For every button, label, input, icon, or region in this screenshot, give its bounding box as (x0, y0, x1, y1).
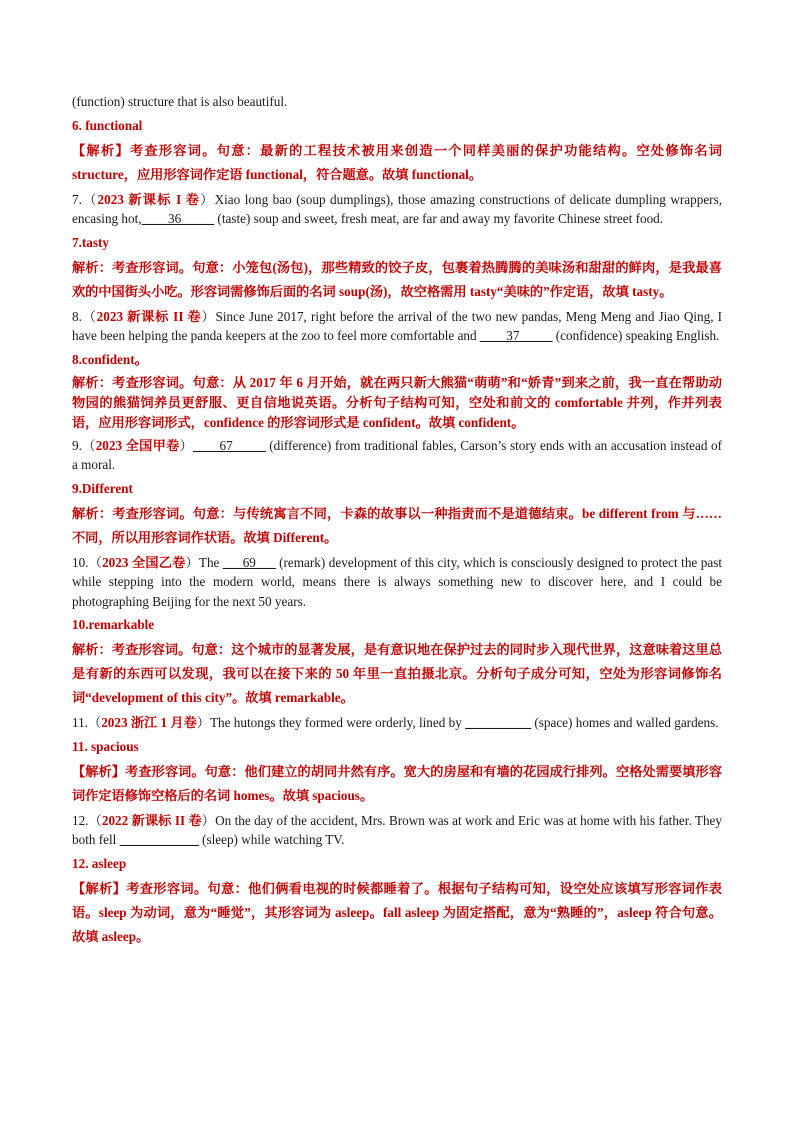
question-segment: ）Since June 2017, right before the arrival of the two new pandas, Meng Meng and Jiao Qing, I have been helping the panda keepers at the zoo to feel more comfortable and (72, 308, 722, 343)
question-segment: (remark) development of this city, which is consciously designed to protect the past while stepping into the modern world, means there is always something new to discover here, and I could be photographing Beijing for the next 50 years. (72, 554, 723, 609)
question-text (72, 307, 722, 346)
answer-blank: ____37_____ (479, 328, 553, 343)
question-source: 2023 新课标 II 卷 (96, 308, 202, 324)
analysis-text: 【解析】考查形容词。句意：他们建立的胡同井然有序。宽大的房屋和有墙的花园成行排列。空格处需要填形容词作定语修饰空格后的名词 homes。故填 spacious。 (72, 763, 722, 803)
question-segment: 10.（ (72, 554, 103, 570)
question-segment: 12.（ (72, 812, 102, 828)
answer-blank: ____________ (119, 832, 199, 847)
question-segment: (sleep) while watching TV. (198, 832, 345, 847)
analysis-text: 【解析】考查形容词。句意：最新的工程技术被用来创造一个同样美丽的保护功能结构。空处修饰名词 structure，应用形容词作定语 functional，符合题意。故填 functional。 (72, 142, 722, 182)
question-text (72, 436, 722, 475)
answer-blank: __________ (465, 715, 532, 730)
question-text (72, 553, 722, 612)
question-segment: (difference) from traditional fables, Carson’s story ends with an accusation instead of a moral. (72, 437, 723, 472)
question-source: 2023 浙江 1 月卷 (101, 715, 197, 730)
answer-blank: ____67_____ (193, 437, 266, 453)
answer-line: 12. asleep (72, 855, 127, 871)
answer-line: 7.tasty (72, 234, 109, 250)
question-segment: (taste) soup and sweet, fresh meat, are far and away my favorite Chinese street food. (214, 211, 664, 226)
question-segment: (function) structure that is also beautiful. (72, 94, 288, 109)
question-text (72, 190, 722, 229)
question-text (72, 92, 722, 112)
answer-line: 9.Different (72, 480, 133, 496)
answer-line: 6. functional (72, 117, 143, 133)
analysis-text: 【解析】考查形容词。句意：他们俩看电视的时候都睡着了。根据句子结构可知，设空处应该填写形容词作表语。sleep 为动词，意为“睡觉”，其形容词为 asleep。fall asleep 为固定搭配，意为“熟睡的”，asleep 符合句意。故填 asleep。 (72, 880, 722, 944)
answer-line: 11. spacious (72, 738, 139, 754)
question-segment: 8.（ (72, 308, 97, 324)
question-text (72, 713, 722, 733)
question-source: 2023 全国乙卷 (102, 554, 186, 570)
question-segment: (confidence) speaking English. (552, 328, 720, 343)
question-segment: 11.（ (72, 715, 102, 730)
analysis-text: 解析：考查形容词。句意：小笼包(汤包)，那些精致的饺子皮，包裹着热腾腾的美味汤和甜甜的鲜肉，是我最喜欢的中国街头小吃。形容词需修饰后面的名词 soup(汤)，故空格需用 tasty“美味的”作定语，故填 tasty。 (72, 259, 722, 299)
answer-line: 10.remarkable (72, 617, 155, 632)
question-text (72, 811, 722, 850)
question-source: 2022 新课标 II 卷 (101, 812, 202, 828)
answer-blank: ___69___ (222, 554, 276, 570)
question-segment: ） (179, 437, 194, 453)
question-source: 2023 新课标 I 卷 (97, 191, 201, 207)
question-segment: ）On the day of the accident, Mrs. Brown was at work and Eric was at home with his father. They both fell (72, 812, 722, 847)
question-segment: 9.（ (72, 437, 96, 453)
analysis-text: 解析：考查形容词。句意：这个城市的显著发展，是有意识地在保护过去的同时步入现代世界，这意味着这里总是有新的东西可以发现，我可以在接下来的 50 年里一直拍摄北京。分析句子成分可知，空处为形容词修饰名词“development of this city”。故填 remarkable。 (72, 642, 722, 705)
answer-line: 8.confident。 (72, 351, 148, 367)
question-segment: ）The (185, 554, 223, 570)
answer-blank: ____36_____ (141, 211, 215, 226)
question-segment: (space) homes and walled gardens. (531, 715, 719, 730)
question-segment: 7.（ (72, 191, 98, 207)
question-segment: ）The hutongs they formed were orderly, lined by (196, 715, 466, 730)
analysis-text: 解析：考查形容词。句意：与传统寓言不同，卡森的故事以一种指责而不是道德结束。be different from 与……不同，所以用形容词作状语。故填 Different。 (72, 505, 722, 545)
analysis-text: 解析：考查形容词。句意：从 2017 年 6 月开始，就在两只新大熊猫“萌萌”和“娇青”到来之前，我一直在帮助动物园的熊猫饲养员更舒服、更自信地说英语。分析句子结构可知，空处和前文的 comfortable 并列，作并列表语，应用形容词形式，confidence 的形容词形式是 confident。故填 confident。 (72, 374, 722, 430)
question-source: 2023 全国甲卷 (95, 437, 180, 453)
document-page (72, 92, 722, 952)
question-segment: ）Xiao long bao (soup dumplings), those amazing constructions of delicate dumpling wrappers, encasing hot, (72, 191, 723, 226)
